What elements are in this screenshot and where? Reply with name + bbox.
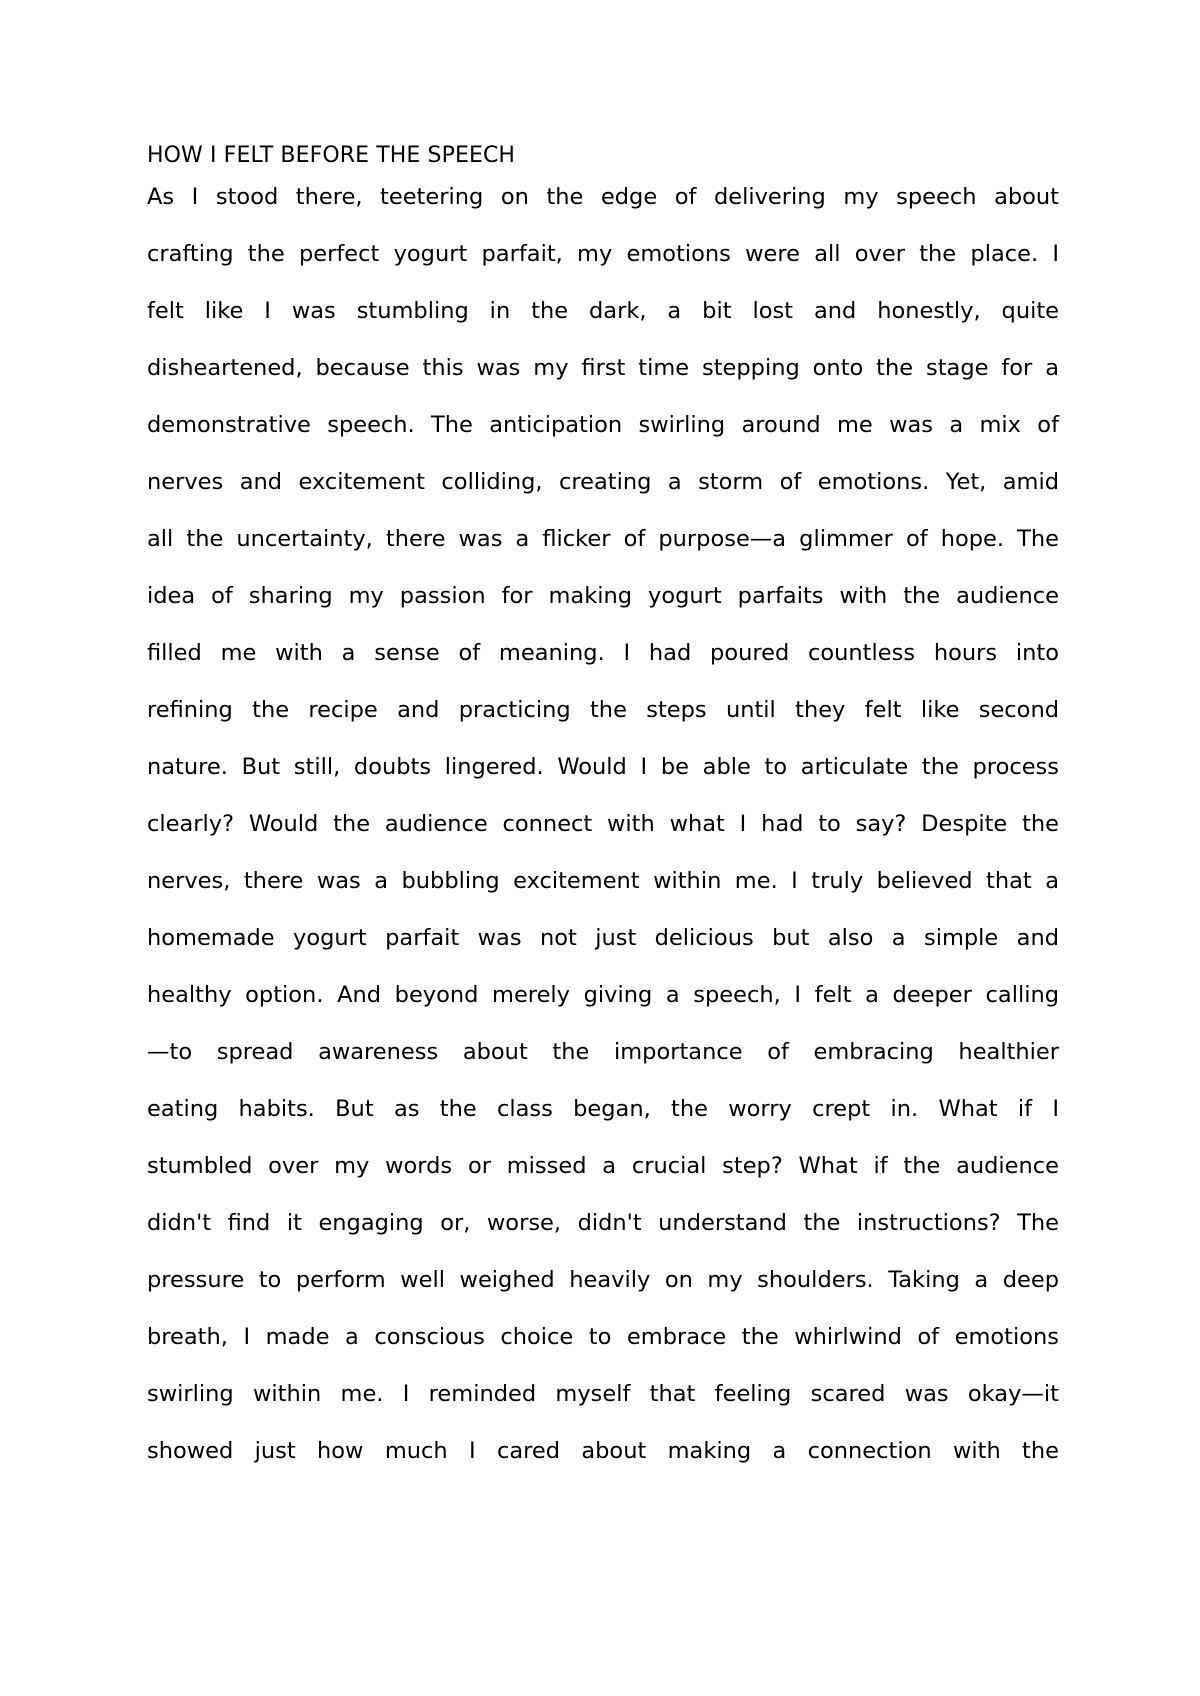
section-heading: HOW I FELT BEFORE THE SPEECH (147, 143, 516, 168)
text-line: stumbled over my words or missed a crucial step? What if the audience (147, 1153, 1059, 1179)
text-line: pressure to perform well weighed heavily on my shoulders. Taking a deep (147, 1267, 1059, 1293)
text-line: homemade yogurt parfait was not just delicious but also a simple and (147, 925, 1059, 951)
text-line: —to spread awareness about the importance of embracing healthier (147, 1039, 1059, 1065)
text-line: refining the recipe and practicing the steps until they felt like second (147, 697, 1059, 723)
text-line: nerves, there was a bubbling excitement within me. I truly believed that a (147, 868, 1059, 894)
text-line: breath, I made a conscious choice to embrace the whirlwind of emotions (147, 1324, 1059, 1350)
document-page (147, 142, 1059, 1488)
text-line: showed just how much I cared about making a connection with the (147, 1438, 1059, 1464)
text-line: didn't find it engaging or, worse, didn't understand the instructions? The (147, 1210, 1059, 1236)
text-line: nerves and excitement colliding, creating a storm of emotions. Yet, amid (147, 469, 1059, 495)
text-line: nature. But still, doubts lingered. Would I be able to articulate the process (147, 754, 1059, 780)
text-line: disheartened, because this was my first time stepping onto the stage for a (147, 355, 1059, 381)
text-line: idea of sharing my passion for making yogurt parfaits with the audience (147, 583, 1059, 609)
body-paragraph (147, 177, 1059, 1488)
text-line: clearly? Would the audience connect with what I had to say? Despite the (147, 811, 1059, 837)
text-line: healthy option. And beyond merely giving a speech, I felt a deeper calling (147, 982, 1059, 1008)
text-line: swirling within me. I reminded myself that feeling scared was okay—it (147, 1381, 1059, 1407)
text-line: As I stood there, teetering on the edge of delivering my speech about (147, 184, 1059, 210)
text-line: all the uncertainty, there was a flicker of purpose—a glimmer of hope. The (147, 526, 1059, 552)
text-line: filled me with a sense of meaning. I had poured countless hours into (147, 640, 1059, 666)
text-line: felt like I was stumbling in the dark, a bit lost and honestly, quite (147, 298, 1059, 324)
text-line: eating habits. But as the class began, the worry crept in. What if I (147, 1096, 1059, 1122)
text-line: demonstrative speech. The anticipation swirling around me was a mix of (147, 412, 1059, 438)
text-line: crafting the perfect yogurt parfait, my emotions were all over the place. I (147, 241, 1059, 267)
